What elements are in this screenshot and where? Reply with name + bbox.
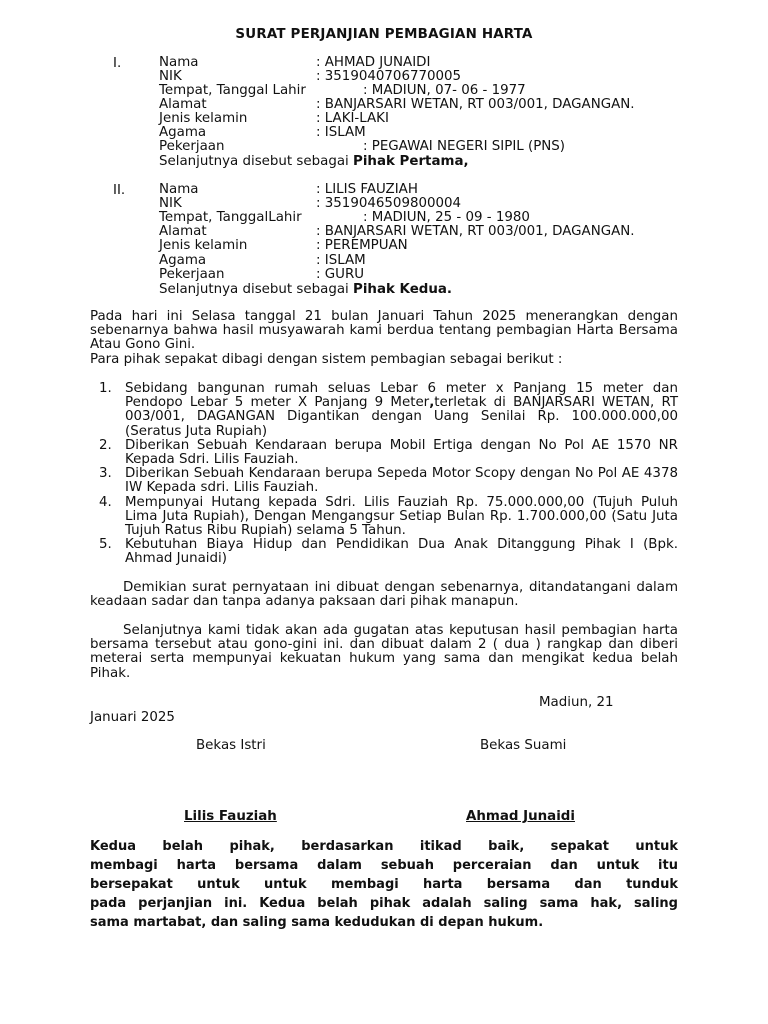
party-second-numeral: II. bbox=[113, 183, 126, 198]
field-value: : BANJARSARI WETAN, RT 003/001, DAGANGAN. bbox=[316, 97, 635, 112]
designation-prefix: Selanjutnya disebut sebagai bbox=[159, 154, 354, 169]
signature-role-left: Bekas Istri bbox=[196, 738, 266, 753]
list-item-number: 1. bbox=[99, 381, 112, 396]
party-first-address-row bbox=[159, 97, 635, 112]
field-label: Pekerjaan bbox=[159, 139, 225, 154]
closing-statement-line: sama martabat, dan saling sama kedudukan di depan hukum. bbox=[90, 915, 544, 930]
place-date-line-1: Madiun, 21 bbox=[539, 695, 614, 710]
field-label: Tempat, Tanggal Lahir bbox=[159, 83, 306, 98]
field-value: : 3519046509800004 bbox=[316, 196, 462, 211]
list-item bbox=[90, 467, 678, 495]
designation-prefix: Selanjutnya disebut sebagai bbox=[159, 282, 354, 297]
closing-statement-line: bersepakat untuk untuk membagi harta bersama dan tunduk bbox=[90, 877, 678, 892]
party-first-gender-row bbox=[159, 111, 389, 126]
field-label: Pekerjaan bbox=[159, 267, 225, 282]
list-item bbox=[90, 439, 678, 467]
party-first-birth-row bbox=[159, 83, 526, 98]
list-item bbox=[90, 382, 678, 439]
list-item-number: 5. bbox=[99, 537, 112, 553]
division-list bbox=[90, 382, 678, 567]
signature-name-right: Ahmad Junaidi bbox=[466, 809, 575, 824]
list-item-text: Sebidang bangunan rumah seluas Lebar 6 meter x Panjang 15 meter dan Pendopo Lebar 5 meter X Panjang 9 Meter bbox=[125, 381, 678, 411]
party-second-designation bbox=[159, 283, 452, 297]
field-value: : MADIUN, 07- 06 - 1977 bbox=[363, 83, 526, 98]
document-title: SURAT PERJANJIAN PEMBAGIAN HARTA bbox=[235, 27, 533, 42]
party-first-numeral: I. bbox=[113, 56, 122, 71]
field-value: : PEGAWAI NEGERI SIPIL (PNS) bbox=[363, 139, 566, 154]
field-label: Alamat bbox=[159, 97, 207, 112]
list-item bbox=[90, 538, 678, 566]
field-label: Nama bbox=[159, 55, 199, 70]
field-value: : LILIS FAUZIAH bbox=[316, 182, 418, 197]
intro-paragraph-2: Para pihak sepakat dibagi dengan sistem pembagian sebagai berikut : bbox=[90, 352, 563, 367]
closing-statement bbox=[90, 837, 678, 932]
field-label: Agama bbox=[159, 125, 207, 140]
designation-bold: Pihak Pertama, bbox=[353, 154, 469, 169]
party-first-nik-row bbox=[159, 69, 462, 84]
party-second-birth-row bbox=[159, 210, 530, 225]
closing-statement-line: membagi harta bersama dalam sebuah perceraian dan untuk itu bbox=[90, 858, 678, 873]
list-item-text: Kebutuhan Biaya Hidup dan Pendidikan Dua Anak Ditanggung Pihak I (Bpk. Ahmad Junaidi) bbox=[125, 537, 678, 567]
list-item-text: Diberikan Sebuah Kendaraan berupa Sepeda Motor Scopy dengan No Pol AE 4378 IW Kepada sdri. Lilis Fauziah. bbox=[125, 466, 678, 496]
field-label: NIK bbox=[159, 69, 182, 84]
field-label: Alamat bbox=[159, 224, 207, 239]
place-date-line-2: Januari 2025 bbox=[90, 710, 175, 725]
list-item-number: 3. bbox=[99, 466, 112, 482]
party-first-designation bbox=[159, 155, 469, 169]
party-second-nik-row bbox=[159, 196, 462, 211]
field-label: Nama bbox=[159, 182, 199, 197]
field-value: : 3519040706770005 bbox=[316, 69, 462, 84]
party-second-religion-row bbox=[159, 253, 366, 268]
list-item-text: Diberikan Sebuah Kendaraan berupa Mobil Ertiga dengan No Pol AE 1570 NR Kepada Sdri. Lilis Fauziah. bbox=[125, 437, 678, 468]
field-label: Jenis kelamin bbox=[159, 238, 248, 253]
field-value: : PEREMPUAN bbox=[316, 238, 408, 253]
closing-paragraph-2: Selanjutnya kami tidak akan ada gugatan atas keputusan hasil pembagian harta bersama tersebut atau gono-gini ini. dan dibuat dalam 2 ( dua ) rangkap dan diberi meterai serta mempunyai kekuatan hukum yang sama dan mengikat kedua belah Pihak. bbox=[90, 623, 678, 681]
party-second-name-row bbox=[159, 182, 418, 197]
field-value: : BANJARSARI WETAN, RT 003/001, DAGANGAN. bbox=[316, 224, 635, 239]
designation-bold: Pihak Kedua. bbox=[353, 282, 453, 297]
party-second-address-row bbox=[159, 224, 635, 239]
field-value: : ISLAM bbox=[316, 253, 366, 268]
party-first-religion-row bbox=[159, 125, 366, 140]
closing-statement-line: Kedua belah pihak, berdasarkan itikad baik, sepakat untuk bbox=[90, 839, 678, 854]
field-value: : AHMAD JUNAIDI bbox=[316, 55, 431, 70]
list-item-number: 2. bbox=[99, 437, 112, 453]
field-value: : ISLAM bbox=[316, 125, 366, 140]
intro-paragraph: Pada hari ini Selasa tanggal 21 bulan Januari Tahun 2025 menerangkan dengan sebenarnya bahwa hasil musyawarah kami berdua tentang pembagian Harta Bersama Atau Gono Gini. bbox=[90, 309, 678, 353]
party-first-name-row bbox=[159, 55, 431, 70]
list-item bbox=[90, 496, 678, 539]
field-value: : GURU bbox=[316, 267, 365, 282]
closing-paragraph-1: Demikian surat pernyataan ini dibuat dengan sebenarnya, ditandatangani dalam keadaan sadar dan tanpa adanya paksaan dari pihak manapun. bbox=[90, 580, 678, 610]
field-label: NIK bbox=[159, 196, 182, 211]
field-value: : MADIUN, 25 - 09 - 1980 bbox=[363, 210, 530, 225]
list-item-text: Mempunyai Hutang kepada Sdri. Lilis Fauziah Rp. 75.000.000,00 (Tujuh Puluh Lima Juta Rupiah), Dengan Mengangsur Setiap Bulan Rp. 1.700.000,00 (Satu Juta Tujuh Ratus Ribu Rupiah) selama 5 Tahun. bbox=[125, 494, 678, 539]
closing-statement-line: pada perjanjian ini. Kedua belah pihak adalah saling sama hak, saling bbox=[90, 896, 678, 911]
list-item-text: terletak di BANJARSARI WETAN, RT 003/001, DAGANGAN Digantikan dengan Uang Senilai Rp. 100.000.000,00 (Seratus Juta Rupiah) bbox=[125, 395, 678, 439]
list-item-number: 4. bbox=[99, 494, 112, 510]
party-second-gender-row bbox=[159, 238, 408, 253]
field-label: Jenis kelamin bbox=[159, 111, 248, 126]
field-label: Agama bbox=[159, 253, 207, 268]
field-value: : LAKI-LAKI bbox=[316, 111, 389, 126]
signature-role-right: Bekas Suami bbox=[480, 738, 567, 753]
party-second-job-row bbox=[159, 267, 365, 282]
signature-name-left: Lilis Fauziah bbox=[184, 809, 277, 824]
list-item-text-bold: , bbox=[429, 395, 435, 411]
field-label: Tempat, TanggalLahir bbox=[159, 210, 302, 225]
party-first-job-row bbox=[159, 139, 566, 154]
